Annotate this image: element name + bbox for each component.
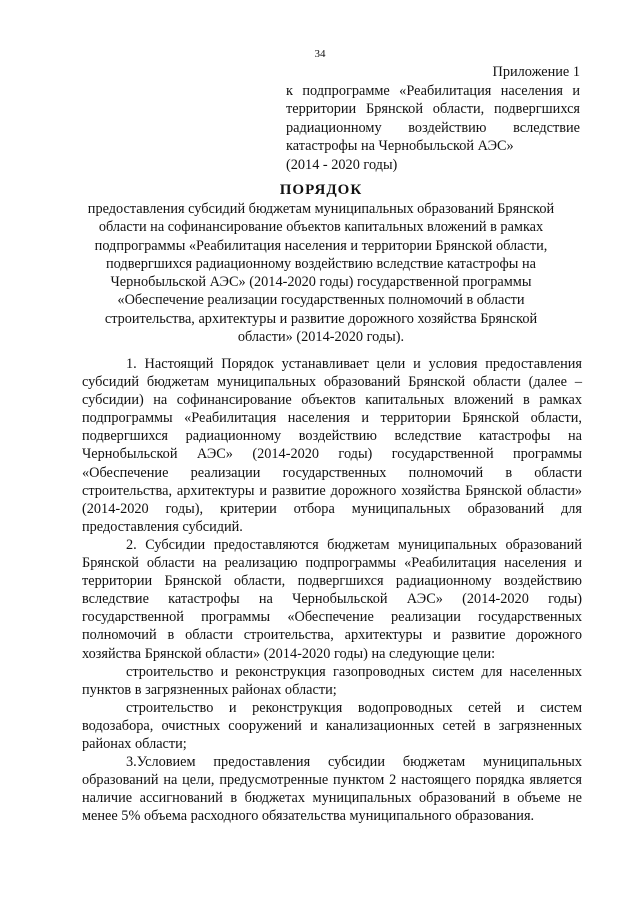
appendix-note: [286, 63, 580, 174]
subtitle-line: области» (2014-2020 годы).: [237, 329, 405, 346]
page-number: 34: [314, 48, 326, 60]
appendix-line: Приложение 1: [492, 64, 580, 80]
document-subtitle: [84, 200, 558, 346]
subtitle-line: подпрограммы «Реабилитация населения и территории Брянской области,: [94, 237, 548, 254]
document-body: [82, 355, 582, 825]
subtitle-line: подвергшихся радиационному воздействию вследствие катастрофы на: [106, 255, 536, 272]
appendix-line: радиационному воздействию вследствие: [286, 119, 580, 136]
subtitle-line: области на софинансирование объектов капитальных вложений в рамках: [98, 219, 544, 236]
subtitle-line: Чернобыльской АЭС» (2014-2020 годы) государственной программы: [110, 274, 532, 291]
list-item-gas: строительство и реконструкция газопроводных систем для населенных пунктов в загрязненных районах области;: [82, 663, 582, 698]
list-item-water: строительство и реконструкция водопроводных сетей и систем водозабора, очистных сооружений и канализационных сетей в загрязненных районах области;: [82, 699, 582, 752]
subtitle-line: «Обеспечение реализации государственных полномочий в области: [117, 292, 525, 309]
subtitle-line: строительства, архитектуры и развитие дорожного хозяйства Брянской: [104, 310, 538, 327]
appendix-line: территории Брянской области, подвергшихся: [286, 101, 580, 117]
appendix-line: к подпрограмме «Реабилитация населения и: [286, 82, 580, 99]
paragraph-2: 2. Субсидии предоставляются бюджетам муниципальных образований Брянской области на реализацию подпрограммы «Реабилитация населения и территории Брянской области, подвергшихся радиационному воздействию вследствие катастрофы на Чернобыльской АЭС» (2014-2020 годы) государственной программы «Обеспечение реализации государственных полномочий в области строительства, архитектуры и развитие дорожного хозяйства Брянской области» (2014-2020 годы) на следующие цели:: [82, 536, 582, 662]
subtitle-line: предоставления субсидий бюджетам муниципальных образований Брянской: [87, 201, 555, 217]
title-block: [84, 181, 558, 346]
paragraph-1: 1. Настоящий Порядок устанавливает цели и условия предоставления субсидий бюджетам муниципальных образований Брянской области (далее – субсидии) на софинансирование объектов капитальных вложений в рамках подпрограммы «Реабилитация населения и территории Брянской области, подвергшихся радиационному воздействию вследствие катастрофы на Чернобыльской АЭС» (2014-2020 годы) государственной программы «Обеспечение реализации государственных полномочий в области строительства, архитектуры и развитие дорожного хозяйства Брянской области» (2014-2020 годы), критерии отбора муниципальных образований для предоставления субсидий.: [82, 356, 582, 535]
appendix-line: катастрофы на Чернобыльской АЭС»: [286, 138, 514, 154]
document-title: ПОРЯДОК: [279, 182, 363, 198]
paragraph-3: 3.Условием предоставления субсидии бюджетам муниципальных образований на цели, предусмотренные пунктом 2 настоящего порядка является наличие ассигнований в бюджетах муниципальных образований в объеме не менее 5% объема расходного обязательства муниципального образования.: [82, 754, 582, 825]
appendix-line: (2014 - 2020 годы): [286, 156, 398, 173]
